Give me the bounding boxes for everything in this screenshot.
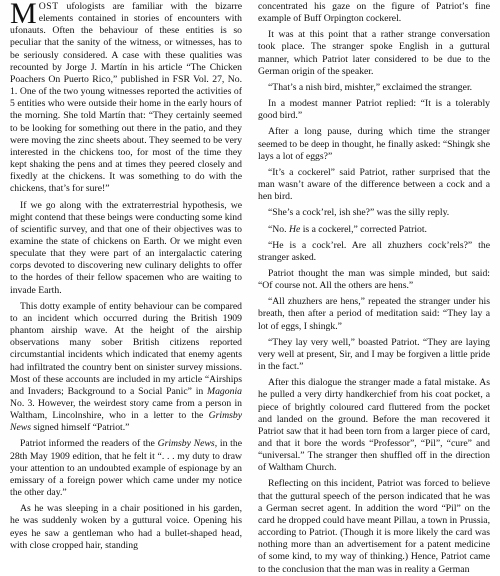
paragraph-text: Patriot informed the readers of the [20, 438, 158, 450]
paragraph-text: This dotty example of entity behaviour can be compared to an incident which occurred during the British 1909 phantom airship wave. At the height of the airship observations many sober British citizens reported circumstantial incidents which indicated that enemy agents had infiltrated the country bent on sinister survey missions. Most of these accounts are included in my article “Airships and Invaders; Background to a Social Panic” in [10, 300, 242, 397]
paragraph-text: “No. [268, 223, 289, 235]
paragraph-text: is a cockerel,” corrected Patriot. [300, 223, 427, 235]
paragraph-text: No. 3. However, the weirdest story came from a person in Waltham, Lincolnshire, who in a letter to the [10, 398, 242, 422]
dialogue-line: “All zhuzhers are hens,” repeated the stranger under his breath, then after a period of meditation said: “They lay a lot of eggs, I shingk.” [258, 296, 490, 332]
paragraph-intro [10, 1, 242, 196]
paragraph-patriot-letter [10, 438, 242, 499]
lead-in-word: OST [38, 1, 59, 12]
right-column [258, 1, 490, 575]
emphasis-word: He [288, 223, 301, 235]
paragraph-airship-wave [10, 301, 242, 435]
dialogue-line: “It’s a cockerel” said Patriot, rather surprised that the man wasn’t aware of the difference between a cock and a hen bird. [258, 166, 490, 203]
drop-cap: M [10, 0, 37, 30]
magazine-title: Magonia [207, 385, 242, 397]
dialogue-line: After a long pause, during which time the stranger seemed to be deep in thought, he finally asked: “Shingk she lays a lot of eggs?” [258, 126, 490, 162]
paragraph-conversation: It was at this point that a rather strange conversation took place. The stranger spoke English in a guttural manner, which Patriot later considered to be due to the German origin of the speaker. [258, 29, 490, 77]
paragraph-continued: concentrated his gaze on the figure of Patriot’s fine example of Buff Orpington cockerel. [258, 1, 490, 25]
left-column [10, 0, 243, 551]
newspaper-title: Grimsby News, [157, 438, 218, 450]
paragraph-hypothesis: If we go along with the extraterrestrial hypothesis, we might contend that these beings were conducting some kind of scientific survey, and that one of their objectives was to examine the state of chickens on Earth. Or we might even speculate that they were part of an intergalactic catering corps devoted to discovering new culinary delights to offer to the hordes of their fellow spacemen who are waiting to invade Earth. [10, 199, 242, 296]
dialogue-line: “She’s a cock’rel, ish she?” was the silly reply. [268, 207, 450, 219]
dialogue-line: “They lay very well,” boasted Patriot. “They are laying very well at present, Sir, and I may be forgiven a little pride in the fact.” [258, 336, 490, 373]
newspaper-title: Grimsby News [10, 410, 242, 434]
paragraph-fatal-mistake: After this dialogue the stranger made a fatal mistake. As he pulled a very dirty handkerchief from his coat pocket, a piece of brightly coloured card fluttered from the pocket and landed on the ground. Before the man recovered it Patriot saw that it had been torn from a larger piece of card, and that it bore the words “Professor”, “Pil”, “cure” and “universal.” The stranger then shuffled off in the direction of Waltham Church. [258, 377, 490, 474]
dialogue-line: Patriot thought the man was simple minded, but said: “Of course not. All the others are hens.” [258, 267, 490, 292]
paragraph-garden: As he was sleeping in a chair positioned in his garden, he was suddenly woken by a guttural voice. Opening his eyes he saw a gentleman who had a bullet-shaped head, with close cropped hair, standing [10, 503, 242, 551]
paragraph-reflection: Reflecting on this incident, Patriot was forced to believe that the guttural speech of the person indicated that he was a German secret agent. In addition the word “Pil” on the card he dropped could have meant Pillau, a town in Prussia, according to Patriot. (Though it is more likely the card was nothing more than an advertisement for a patent medicine of some kind, to my way of thinking.) Hence, Patriot came to the conclusion that the man was in reality a German [258, 478, 490, 575]
dialogue-line: “That’s a nish bird, mishter,” exclaimed the stranger. [268, 81, 473, 93]
paragraph-text: signed himself “Patriot.” [31, 422, 130, 434]
dialogue-line [258, 224, 490, 236]
dialogue-line: “He is a cock’rel. Are all zhuzhers cock’rels?” the stranger asked. [258, 239, 490, 263]
paragraph-text: ufologists are familiar with the bizarre elements contained in stories of encounters with ufonauts. Often the behaviour of these entities is so peculiar that the sanity of the witness, or witnesses, has to be seriously considered. A case with these qualities was recounted by Jorge J. Martín in his article “The Chicken Poachers On Puerto Rico,” published in FSR Vol. 27, No. 1. One of the two young witnesses reported the activities of 5 entities who were outside their home in the early hours of the morning. She told Martín that: “They certainly seemed to be looking for something out there in the patio, and they were moving the zinc sheets about. They seemed to be very interested in the chickens too, for most of the time they kept shaking the pens and at times they peered closely and fixedly at the chickens. It was something to do with the chickens, that’s for sure!” [10, 1, 242, 195]
paragraph-text: in the 28th May 1909 edition, that he felt it “. . . my duty to draw your attention to an undoubted example of espionage by an emissary of a foreign power which came under my notice the other day.” [10, 438, 243, 499]
dialogue-line: In a modest manner Patriot replied: “It is a tolerably good bird.” [258, 98, 490, 122]
